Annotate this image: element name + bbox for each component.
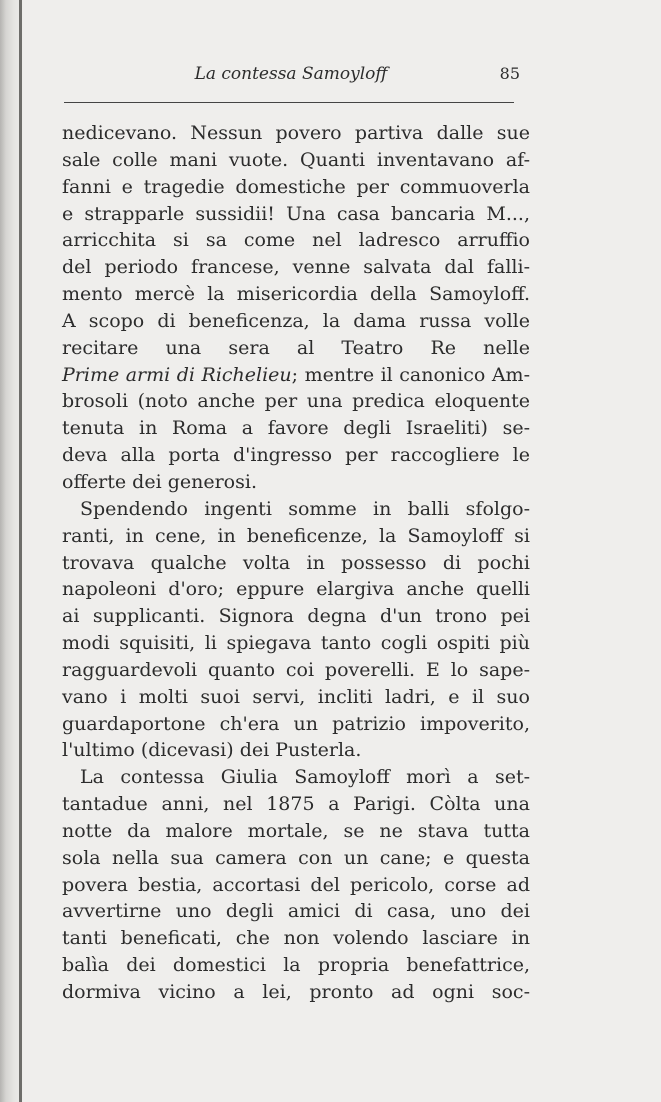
text-line: guardaportone ch'era un patrizio impoverito, (62, 712, 530, 735)
text-line: ranti, in cene, in beneficenze, la Samoyloff si (62, 524, 530, 547)
text-line: A scopo di beneficenza, la dama russa volle (62, 309, 530, 332)
text-line: Spendendo ingenti somme in balli sfolgo- (80, 497, 530, 520)
text-line: La contessa Giulia Samoyloff morì a set- (80, 766, 530, 789)
text-line: napoleoni d'oro; eppure elargiva anche quelli (62, 578, 530, 601)
header-rule (64, 102, 514, 103)
text-line: balìa dei domestici la propria benefattrice, (62, 954, 530, 977)
text-line: tenuta in Roma a favore degli Israeliti) se- (62, 417, 530, 440)
text-line: avvertirne uno degli amici di casa, uno dei (62, 900, 530, 923)
binding-line (19, 0, 22, 1102)
text-line: deva alla porta d'ingresso per raccogliere le (62, 444, 530, 467)
text-line: tanti beneficati, che non volendo lasciare in (62, 927, 530, 950)
text-line: ai supplicanti. Signora degna d'un trono pei (62, 605, 530, 628)
text-line: mento mercè la misericordia della Samoyloff. (62, 283, 530, 306)
text-segment: ; mentre il canonico Am- (291, 363, 530, 386)
running-title: La contessa Samoyloff (194, 64, 388, 84)
text-line: fanni e tragedie domestiche per commuoverla (62, 175, 530, 198)
text-segment: recitare una sera al Teatro Re nelle (62, 336, 530, 359)
text-line (62, 362, 530, 389)
text-line: trovava qualche volta in possesso di pochi (62, 551, 530, 574)
page-number: 85 (499, 64, 520, 83)
text-line: nedicevano. Nessun povero partiva dalle sue (62, 122, 530, 144)
running-head (62, 62, 520, 86)
book-page (62, 0, 532, 1102)
text-line: sale colle mani vuote. Quanti inventavano af- (62, 148, 530, 171)
text-line: modi squisiti, li spiegava tanto cogli ospiti più (62, 632, 530, 655)
text-line: l'ultimo (dicevasi) dei Pusterla. (62, 739, 362, 762)
text-body (62, 120, 530, 1006)
text-line: notte da malore mortale, se ne stava tutta (62, 819, 530, 842)
text-line (62, 335, 530, 362)
italic-title: Prime armi di Richelieu (62, 363, 292, 386)
text-line: povera bestia, accortasi del pericolo, corse ad (62, 873, 530, 896)
text-line: offerte dei generosi. (62, 470, 257, 493)
text-line: tantadue anni, nel 1875 a Parigi. Còlta una (62, 793, 530, 816)
text-line: brosoli (noto anche per una predica eloquente (62, 390, 530, 413)
text-line: e strapparle sussidii! Una casa bancaria M..., (62, 202, 530, 225)
text-line: vano i molti suoi servi, incliti ladri, e il suo (62, 685, 530, 708)
text-line: del periodo francese, venne salvata dal falli- (62, 256, 530, 279)
text-line: arricchita si sa come nel ladresco arruffio (62, 229, 530, 252)
text-line: dormiva vicino a lei, pronto ad ogni soc- (62, 981, 530, 1003)
text-line: ragguardevoli quanto coi poverelli. E lo sape- (62, 658, 530, 681)
text-line: sola nella sua camera con un cane; e questa (62, 846, 530, 869)
